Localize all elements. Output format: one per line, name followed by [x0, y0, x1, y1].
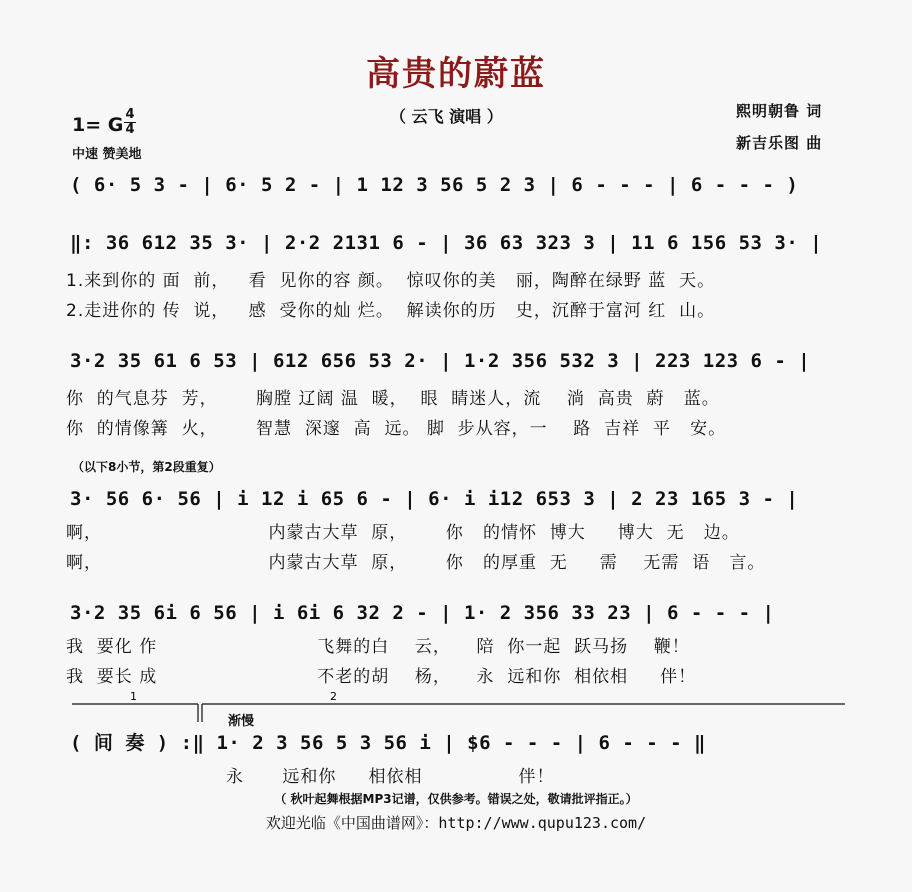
lyric-line: 我 要化 作 飞舞的白 云， 陪 你一起 跃马扬 鞭！: [66, 637, 690, 657]
lyric-line: 你 的情像篝 火， 智慧 深邃 高 远。 脚 步从容，一 路 吉祥 平 安。: [66, 419, 727, 439]
score-row-3: 3· 56 6· 56 | i 12 i 65 6 - | 6· i i12 653 3 | 2 23 165 3 - |: [70, 488, 799, 510]
volta-second: 2: [330, 690, 337, 703]
song-title: 高贵的蔚蓝: [366, 54, 546, 94]
lyric-line: 啊， 内蒙古大草 原， 你 的情怀 博大 博大 无 边。: [66, 523, 740, 543]
lyric-line: 我 要长 成 不老的胡 杨， 永 远和你 相依相 伴！: [66, 667, 697, 687]
score-row-2: 3·2 35 61 6 53 | 612 656 53 2· | 1·2 356 532 3 | 223 123 6 - |: [70, 350, 811, 372]
key-signature: 1= G: [72, 114, 124, 136]
score-row-5: ( 间 奏 ) :‖ 1· 2 3 56 5 3 56 i | $6 - - - | 6 - - - ‖: [70, 732, 706, 754]
lyric-line: 1.来到你的 面 前， 看 见你的容 颜。 惊叹你的美 丽，陶醉在绿野 蓝 天。: [66, 271, 716, 291]
website-footer: 欢迎光临《中国曲谱网》：http://www.qupu123.com/: [265, 814, 647, 832]
singer-credit: （ 云飞 演唱 ）: [390, 107, 503, 126]
lyric-line: 你 的气息芬 芳， 胸膛 辽阔 温 暖， 眼 睛迷人，流 淌 高贵 蔚 蓝。: [66, 389, 720, 409]
lyricist-credit: 熙明朝鲁 词: [736, 102, 823, 120]
repeat-note: （以下8小节，第2段重复）: [72, 460, 221, 474]
tempo-slow-mark: 渐慢: [228, 714, 255, 729]
score-row-4: 3·2 35 6i 6 56 | i 6i 6 32 2 - | 1· 2 356 33 23 | 6 - - - |: [70, 602, 775, 624]
time-denominator: 4: [125, 122, 135, 137]
lyric-line: 2.走进你的 传 说， 感 受你的灿 烂。 解读你的历 史，沉醉于富河 红 山。: [66, 301, 716, 321]
composer-credit: 新吉乐图 曲: [736, 134, 823, 152]
lyric-line: 永 远和你 相依相 伴！: [226, 767, 555, 787]
volta-first: 1: [130, 690, 137, 703]
lyric-line: 啊， 内蒙古大草 原， 你 的厚重 无 需 无需 语 言。: [66, 553, 766, 573]
score-row-intro: ( 6· 5 3 - | 6· 5 2 - | 1 12 3 56 5 2 3 | 6 - - - | 6 - - - ): [70, 174, 799, 196]
tempo-marking: 中速 赞美地: [72, 147, 142, 162]
score-row-1: ‖: 36 612 35 3· | 2·2 2131 6 - | 36 63 323 3 | 11 6 156 53 3· |: [70, 232, 823, 254]
time-numerator: 4: [125, 107, 135, 122]
transcription-note: （ 秋叶起舞根据MP3记谱，仅供参考。错误之处，敬请批评指正。）: [274, 792, 638, 806]
